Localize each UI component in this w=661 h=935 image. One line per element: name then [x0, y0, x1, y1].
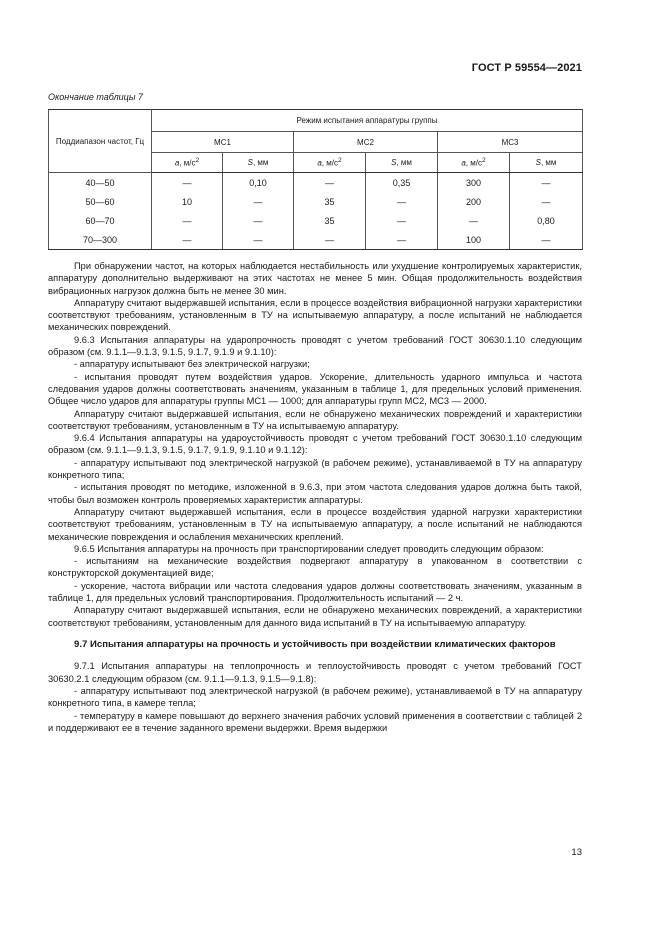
table-row: [49, 230, 583, 250]
subheader-acceleration: a, $м/с^2$: [438, 153, 510, 173]
table-cell: —: [152, 173, 223, 193]
table-cell: 0,35: [366, 173, 438, 193]
group-header-mc3: МС3: [438, 132, 583, 153]
table-cell: 60—70: [49, 211, 152, 230]
list-item: - испытания проводят путем воздействия ударов. Ускорение, длительность ударного импульса и частота следования ударов должны соответствовать значениям, указанным в таблице 1, для предельных условий применения. Общее число ударов для аппаратуры группы МС1 — 1000; для аппаратуры групп МС2, МС3 — 2000.: [48, 371, 582, 407]
paragraph: 9.6.5 Испытания аппаратуры на прочность при транспортировании следует проводить следующим образом:: [74, 543, 544, 554]
list-item: - аппаратуру испытывают под электрической нагрузкой (в рабочем режиме), устанавливаемой в ТУ на аппаратуру конкретного типа, в камере тепла;: [48, 686, 582, 709]
list-item: - аппаратуру испытывают без электрической нагрузки;: [74, 359, 310, 370]
table-cell: —: [152, 211, 223, 230]
table-cell: —: [510, 230, 583, 250]
table-cell: 0,10: [223, 173, 294, 193]
table-cell: —: [366, 192, 438, 211]
table-cell: —: [438, 211, 510, 230]
table-cell: 300: [438, 173, 510, 193]
paragraph: Аппаратуру считают выдержавшей испытания, если в процессе воздействия ударной нагрузки характеристики соответствуют требованиям, установленным в ТУ на испытываемую аппаратуру, а после испытаний не наблюдаются механические повреждения и ослабления механических креплений.: [48, 506, 582, 542]
table-cell: 100: [438, 230, 510, 250]
list-item: - ускорение, частота вибрации или частота следования ударов должны соответствовать значениям, указанным в таблице 1, для предельных условий транспортирования. Продолжительность испытаний — 2 ч.: [48, 580, 582, 604]
table-cell: —: [294, 230, 366, 250]
subheader-displacement: S, мм: [223, 153, 294, 173]
table-cell: 70—300: [49, 230, 152, 250]
section-heading: 9.7 Испытания аппаратуры на прочность и устойчивость при воздействии климатических факторов: [74, 638, 556, 650]
list-item: - температуру в камере повышают до верхнего значения рабочих условий применения в соответствии с таблицей 2 и поддерживают ее в течение заданного времени выдержки. Время выдержки: [48, 710, 582, 733]
group-header-mc2: МС2: [294, 132, 438, 153]
paragraph: Аппаратуру считают выдержавшей испытания, если не обнаружено механических повреждений, а характеристики соответствуют требованиям, установленным для данного вида испытаний в ТУ на испытываемую аппаратуру.: [48, 605, 582, 628]
subheader-acceleration: a, $м/с^2$: [152, 153, 223, 173]
test-mode-header: Режим испытания аппаратуры группы: [152, 110, 583, 132]
subheader-displacement: S, мм: [366, 153, 438, 173]
table-cell: —: [366, 211, 438, 230]
table-cell: —: [366, 230, 438, 250]
table-row: [49, 211, 583, 230]
table-cell: 10: [152, 192, 223, 211]
table-cell: 0,80: [510, 211, 583, 230]
subheader-acceleration: a, $м/с^2$: [294, 153, 366, 173]
paragraph: Аппаратуру считают выдержавшей испытания, если в процессе воздействия вибрационной нагрузки характеристики соответствуют требованиям, установленным в ТУ на испытываемую аппаратуру, а после испытаний не наблюдается механических повреждений.: [48, 297, 582, 333]
table-cell: 200: [438, 192, 510, 211]
table-cell: 40—50: [49, 173, 152, 193]
table-cell: —: [510, 173, 583, 193]
vibration-table: [48, 109, 583, 250]
table-row: [49, 173, 583, 193]
paragraph: 9.7.1 Испытания аппаратуры на теплопрочность и теплоустойчивость проводят с учетом требований ГОСТ 30630.2.1 следующим образом (см. 9.1.1—9.1.3, 9.1.5—9.1.8):: [48, 661, 582, 684]
subheader-displacement: S, мм: [510, 153, 583, 173]
paragraph: 9.6.4 Испытания аппаратуры на удароустойчивость проводят с учетом требований ГОСТ 30630.1.10 следующим образом (см. 9.1.1—9.1.3, 9.1.5, 9.1.7, 9.1.9, 9.1.10 и 9.1.12):: [48, 433, 582, 456]
group-header-mc1: МС1: [152, 132, 294, 153]
table-cell: —: [294, 173, 366, 193]
table-cell: —: [510, 192, 583, 211]
frequency-range-header: Поддиапазон частот, Гц: [49, 110, 152, 173]
table-cell: 35: [294, 211, 366, 230]
page-number: 13: [571, 847, 582, 858]
list-item: - испытания проводят по методике, изложенной в 9.6.3, при этом частота следования ударов должна быть такой, чтобы был возможен контроль проверяемых характеристик аппаратуры.: [48, 482, 582, 505]
list-item: - испытаниям на механические воздействия подвергают аппаратуру в упакованном в соответствии с конструкторской документацией виде;: [48, 556, 582, 579]
paragraph: При обнаружении частот, на которых наблюдается нестабильность или ухудшение контролируемых характеристик, аппаратуру дополнительно выдерживают на этих частотах не менее 5 мин. Общая продолжительность воздействия вибрационных нагрузок должна быть не менее 30 мин.: [48, 261, 582, 296]
table-cell: —: [223, 211, 294, 230]
table-caption: Окончание таблицы 7: [48, 92, 143, 102]
table-cell: —: [223, 192, 294, 211]
table-cell: —: [152, 230, 223, 250]
body-text: [48, 260, 582, 734]
table-cell: 35: [294, 192, 366, 211]
list-item: - аппаратуру испытывают под электрической нагрузкой (в рабочем режиме), устанавливаемой в ТУ на аппаратуру конкретного типа;: [48, 457, 582, 481]
table-row: [49, 192, 583, 211]
paragraph: Аппаратуру считают выдержавшей испытания, если не обнаружено механических повреждений и характеристики соответствуют требованиям, установленным в ТУ на испытываемую аппаратуру.: [48, 408, 582, 431]
paragraph: 9.6.3 Испытания аппаратуры на ударопрочность проводят с учетом требований ГОСТ 30630.1.10 следующим образом (см. 9.1.1—9.1.3, 9.1.5, 9.1.7, 9.1.9 и 9.1.10):: [48, 334, 582, 358]
table-cell: 50—60: [49, 192, 152, 211]
document-code: ГОСТ Р 59554—2021: [471, 62, 582, 74]
table-cell: —: [223, 230, 294, 250]
